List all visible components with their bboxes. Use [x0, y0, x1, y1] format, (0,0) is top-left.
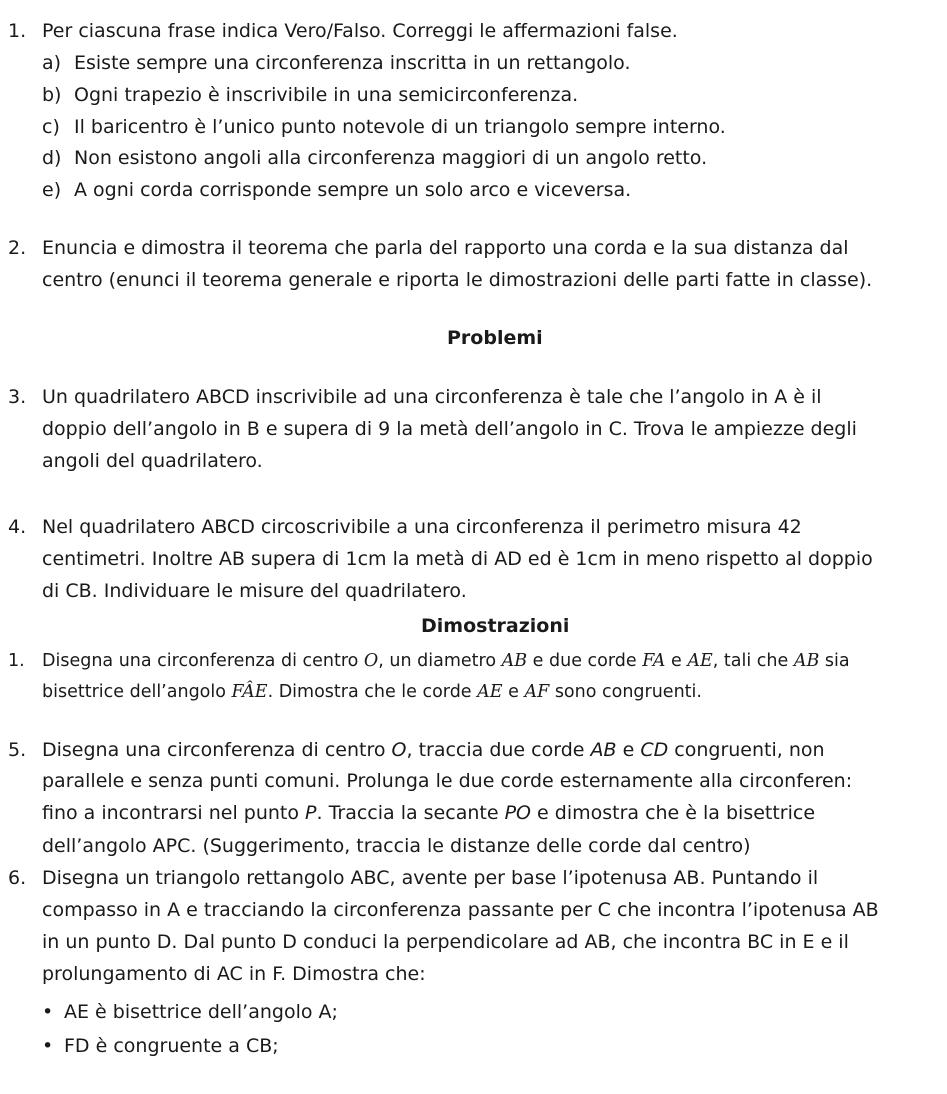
option-a-text: Esiste sempre una circonferenza inscritta in un rettangolo.: [74, 52, 631, 74]
question-3-number: 3.: [8, 386, 27, 408]
dimostrazione-1-line-1: Disegna una circonferenza di centro O, un diametro AB e due corde FA e AE, tali che AB sia: [42, 651, 850, 671]
question-3-line-2: doppio dell’angolo in B e supera di 9 la metà dell’angolo in C. Trova le ampiezze degli: [42, 418, 857, 440]
bullet-icon: •: [42, 1001, 54, 1023]
question-5-line-1: Disegna una circonferenza di centro O, traccia due corde AB e CD congruenti, non: [42, 739, 825, 761]
question-4-line-1: Nel quadrilatero ABCD circoscrivibile a una circonferenza il perimetro misura 42: [42, 516, 802, 538]
option-e-label: e): [42, 179, 62, 201]
option-a-label: a): [42, 52, 62, 74]
question-2-number: 2.: [8, 237, 27, 259]
option-b-label: b): [42, 84, 62, 106]
bullet-item-1: • AE è bisettrice dell’angolo A;: [42, 1001, 338, 1023]
question-3-line-3: angoli del quadrilatero.: [42, 450, 263, 472]
question-1-stem: Per ciascuna frase indica Vero/Falso. Correggi le affermazioni false.: [42, 20, 678, 42]
question-4-number: 4.: [8, 516, 27, 538]
option-c-label: c): [42, 116, 60, 138]
option-b-text: Ogni trapezio è inscrivibile in una semicirconferenza.: [74, 84, 579, 106]
bullet-item-2: • FD è congruente a CB;: [42, 1035, 279, 1057]
option-d-text: Non esistono angoli alla circonferenza maggiori di un angolo retto.: [74, 147, 708, 169]
problemi-heading: Problemi: [447, 327, 543, 349]
question-6-line-1: Disegna un triangolo rettangolo ABC, avente per base l’ipotenusa AB. Puntando il: [42, 867, 819, 889]
option-d-label: d): [42, 147, 62, 169]
question-5-line-2: parallele e senza punti comuni. Prolunga le due corde esternamente alla circonferen:: [42, 770, 853, 792]
option-c-text: Il baricentro è l’unico punto notevole di un triangolo sempre interno.: [74, 116, 726, 138]
question-6-line-4: prolungamento di AC in F. Dimostra che:: [42, 963, 426, 985]
dimostrazione-1-number: 1.: [8, 651, 25, 671]
dimostrazione-1-line-2: bisettrice dell’angolo FÂE. Dimostra che le corde AE e AF sono congruenti.: [42, 682, 702, 702]
question-4-line-2: centimetri. Inoltre AB supera di 1cm la metà di AD ed è 1cm in meno rispetto al doppio: [42, 548, 873, 570]
question-5-number: 5.: [8, 739, 27, 761]
question-5-line-3: fino a incontrarsi nel punto P. Traccia la secante PO e dimostra che è la bisettrice: [42, 802, 816, 824]
question-2-line-2: centro (enunci il teorema generale e riporta le dimostrazioni delle parti fatte in classe).: [42, 269, 873, 291]
option-e-text: A ogni corda corrisponde sempre un solo arco e viceversa.: [74, 179, 632, 201]
dimostrazioni-heading: Dimostrazioni: [421, 615, 570, 637]
question-5-line-4: dell’angolo APC. (Suggerimento, traccia le distanze delle corde dal centro): [42, 835, 751, 857]
question-6-line-3: in un punto D. Dal punto D conduci la perpendicolare ad AB, che incontra BC in E e il: [42, 931, 849, 953]
question-6-line-2: compasso in A e tracciando la circonferenza passante per C che incontra l’ipotenusa AB: [42, 899, 879, 921]
bullet-icon: •: [42, 1035, 54, 1057]
question-3-line-1: Un quadrilatero ABCD inscrivibile ad una circonferenza è tale che l’angolo in A è il: [42, 386, 822, 408]
question-1-number: 1.: [8, 20, 27, 42]
question-2-line-1: Enuncia e dimostra il teorema che parla del rapporto una corda e la sua distanza dal: [42, 237, 849, 259]
question-4-line-3: di CB. Individuare le misure del quadrilatero.: [42, 580, 467, 602]
question-6-number: 6.: [8, 867, 27, 889]
